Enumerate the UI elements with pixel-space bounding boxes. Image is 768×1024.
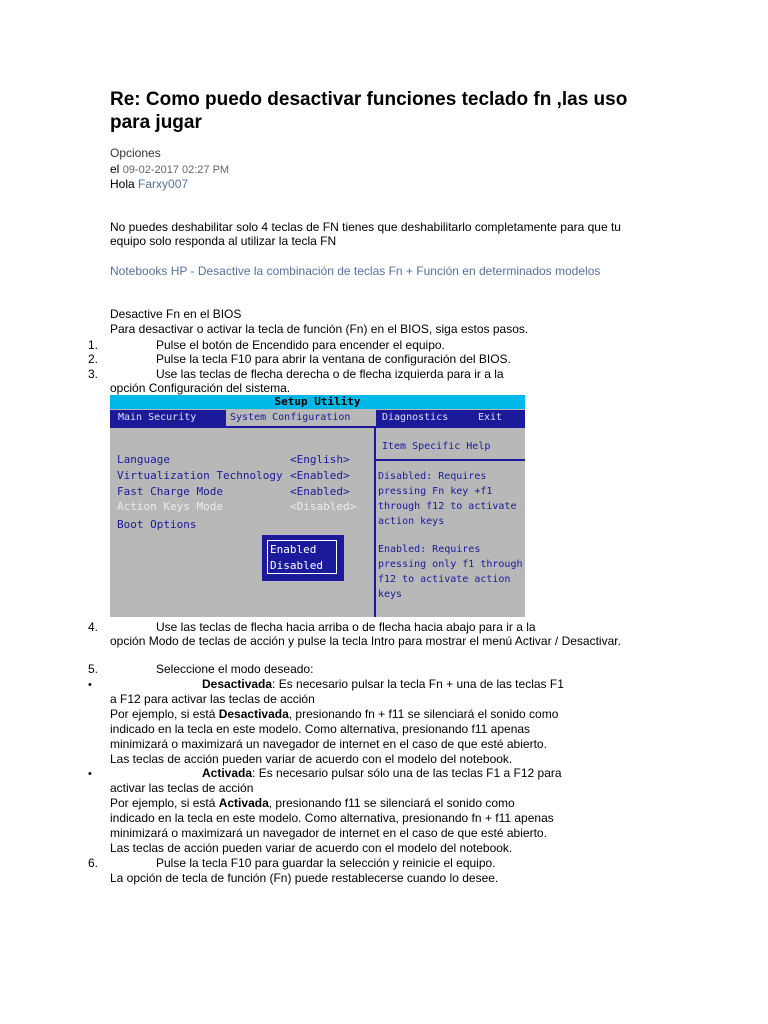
bios-help-divider	[374, 459, 525, 461]
help-line: pressing Fn key +f1	[378, 486, 493, 497]
bios-popup-disabled: Disabled	[270, 559, 323, 572]
step-number: 2.	[88, 352, 99, 366]
example-term: Desactivada	[218, 707, 289, 721]
bios-menu-main-security: Main Security	[118, 412, 197, 423]
bios-intro: Para desactivar o activar la tecla de función (Fn) en el BIOS, siga estos pasos.	[110, 322, 529, 336]
desactivada-example	[110, 707, 630, 721]
bios-menu-exit: Exit	[478, 412, 503, 423]
example-prefix: Por ejemplo, si está	[110, 707, 219, 721]
username-link[interactable]: Farxy007	[138, 177, 189, 191]
help-line: through f12 to activate	[378, 501, 517, 512]
activada-example	[110, 796, 630, 810]
activada-desc-2: activar las teclas de acción	[110, 781, 254, 795]
step-number: 3.	[88, 367, 99, 381]
step-text: Pulse el botón de Encendido para encender el equipo.	[156, 338, 445, 352]
bios-help-enabled	[378, 542, 528, 602]
activada-line	[110, 766, 630, 780]
bios-panel-divider	[374, 428, 376, 617]
bios-option-value: <English>	[290, 453, 350, 466]
step-continuation: opción Modo de teclas de acción y pulse la tecla Intro para mostrar el menú Activar / Desactivar.	[110, 634, 621, 648]
greeting-line	[110, 177, 188, 191]
greeting: Hola	[110, 177, 135, 191]
help-line: Enabled: Requires	[378, 544, 481, 555]
date-prefix: el	[110, 162, 120, 176]
step-text: Pulse la tecla F10 para abrir la ventana de configuración del BIOS.	[156, 352, 511, 366]
help-line: f12 to activate action	[378, 574, 511, 585]
desactivada-line-4: Las teclas de acción pueden variar de acuerdo con el modelo del notebook.	[110, 752, 513, 766]
bios-option-label: Virtualization Technology	[117, 469, 283, 482]
step-number: 4.	[88, 620, 99, 634]
activada-desc: : Es necesario pulsar sólo una de las teclas F1 a F12 para	[252, 766, 562, 780]
help-line: action keys	[378, 516, 445, 527]
desactivada-line-3: minimizará o maximizará un navegador de internet en el caso de que esté abierto.	[110, 737, 547, 751]
step-text: Use las teclas de flecha derecha o de flecha izquierda para ir a la	[156, 367, 504, 381]
bios-option-value: <Enabled>	[290, 469, 350, 482]
step-number: 1.	[88, 338, 99, 352]
bios-separator	[110, 426, 525, 428]
bios-popup-menu	[262, 535, 344, 581]
activada-line-3: minimizará o maximizará un navegador de internet en el caso de que esté abierto.	[110, 826, 547, 840]
bullet: •	[88, 679, 92, 691]
closing-text: La opción de tecla de función (Fn) puede restablecerse cuando lo desee.	[110, 871, 499, 885]
example-suffix: , presionando f11 se silenciará el sonido como	[268, 796, 515, 810]
desactivada-desc-2: a F12 para activar las teclas de acción	[110, 692, 315, 706]
help-line: keys	[378, 589, 403, 600]
activada-line-4: Las teclas de acción pueden variar de acuerdo con el modelo del notebook.	[110, 841, 513, 855]
bios-menubar	[110, 410, 525, 426]
example-term: Activada	[218, 796, 269, 810]
step-text: Seleccione el modo deseado:	[156, 662, 314, 676]
bios-option-value: <Enabled>	[290, 485, 350, 498]
desactivada-line-2: indicado en la tecla en este modelo. Como alternativa, presionando f11 apenas	[110, 722, 531, 736]
bios-option-value-highlighted: <Disabled>	[290, 500, 357, 513]
example-suffix: , presionando fn + f11 se silenciará el sonido como	[288, 707, 559, 721]
bios-heading: Desactive Fn en el BIOS	[110, 307, 242, 321]
paragraph-intro: No puedes deshabilitar solo 4 teclas de FN tienes que deshabilitarlo completamente para que tu equipo solo responda al utilizar la tecla FN	[110, 220, 621, 248]
bios-popup-enabled: Enabled	[270, 543, 317, 556]
activada-term: Activada	[202, 766, 253, 780]
bios-menu-diagnostics: Diagnostics	[382, 412, 449, 423]
step-continuation: opción Configuración del sistema.	[110, 381, 291, 395]
bios-option-label: Language	[117, 453, 170, 466]
bios-screenshot	[110, 395, 525, 617]
desactivada-line	[110, 677, 630, 691]
help-line: pressing only f1 through	[378, 559, 523, 570]
post-date: 09-02-2017 02:27 PM	[122, 164, 230, 176]
bios-title: Setup Utility	[110, 395, 525, 409]
post-title: Re: Como puedo desactivar funciones teclado fn ,las uso para jugar	[110, 89, 628, 133]
bios-help-disabled	[378, 469, 528, 529]
help-line: Disabled: Requires	[378, 471, 487, 482]
bios-menu-system-configuration: System Configuration	[226, 410, 376, 426]
step-text: Use las teclas de flecha hacia arriba o de flecha hacia abajo para ir a la	[156, 620, 536, 634]
bios-help-heading: Item Specific Help	[382, 441, 491, 452]
step-number: 6.	[88, 856, 99, 870]
desactivada-term: Desactivada	[202, 677, 273, 691]
options-menu[interactable]: Opciones	[110, 146, 161, 160]
example-prefix: Por ejemplo, si está	[110, 796, 219, 810]
step-text: Pulse la tecla F10 para guardar la selección y reinicie el equipo.	[156, 856, 496, 870]
bios-option-label: Fast Charge Mode	[117, 485, 223, 498]
activada-line-2: indicado en la tecla en este modelo. Como alternativa, presionando fn + f11 apenas	[110, 811, 554, 825]
post-date-line	[110, 162, 229, 176]
support-article-link[interactable]: Notebooks HP - Desactive la combinación de teclas Fn + Función en determinados modelos	[110, 264, 601, 278]
bios-option-label: Boot Options	[117, 518, 197, 531]
bios-option-label-highlighted: Action Keys Mode	[117, 500, 223, 513]
desactivada-desc: : Es necesario pulsar la tecla Fn + una de las teclas F1	[272, 677, 564, 691]
step-number: 5.	[88, 662, 99, 676]
bullet: •	[88, 768, 92, 780]
